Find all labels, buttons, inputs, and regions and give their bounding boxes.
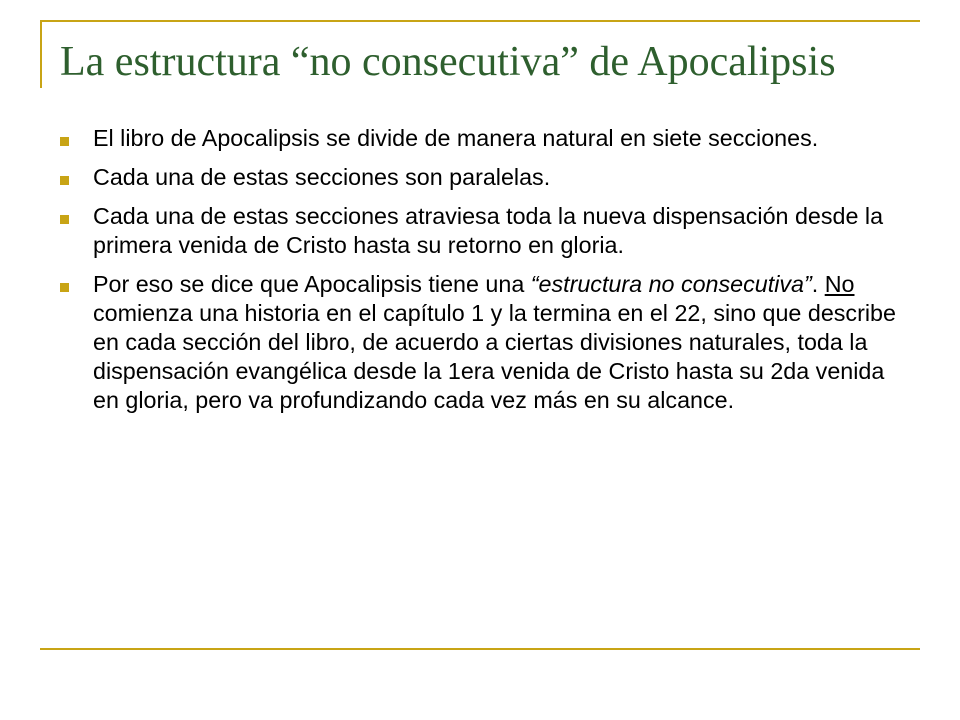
bullet-text: Cada una de estas secciones son paralelas. (93, 164, 551, 190)
square-bullet-icon (60, 176, 69, 185)
italic-phrase: “estructura no consecutiva” (530, 271, 812, 297)
bullet-item-2 (60, 163, 910, 192)
bullet-item-4 (60, 270, 910, 415)
bullet-list (60, 124, 910, 425)
bullet-text-part: . (811, 271, 825, 297)
left-divider (40, 20, 42, 88)
bullet-item-3 (60, 202, 910, 260)
bullet-text: Cada una de estas secciones atraviesa toda la nueva dispensación desde la primera venida de Cristo hasta su retorno en gloria. (93, 203, 884, 258)
square-bullet-icon (60, 137, 69, 146)
bullet-text (93, 270, 910, 415)
top-divider (40, 20, 920, 22)
slide-title: La estructura “no consecutiva” de Apocalipsis (60, 39, 836, 85)
bullet-text: El libro de Apocalipsis se divide de manera natural en siete secciones. (93, 125, 819, 151)
bullet-text-part: Por eso se dice que Apocalipsis tiene una (93, 271, 531, 297)
bullet-item-1 (60, 124, 910, 153)
underlined-word: No (824, 271, 855, 297)
bullet-text-part: comienza una historia en el capítulo 1 y la termina en el 22, sino que describe en cada sección del libro, de acuerdo a ciertas divisiones naturales, toda la dispensación evangélica desde la 1era venida de Cristo hasta su 2da venida en gloria, pero va profundizando cada vez más en su alcance. (93, 300, 896, 413)
square-bullet-icon (60, 283, 69, 292)
square-bullet-icon (60, 215, 69, 224)
bottom-divider (40, 648, 920, 650)
